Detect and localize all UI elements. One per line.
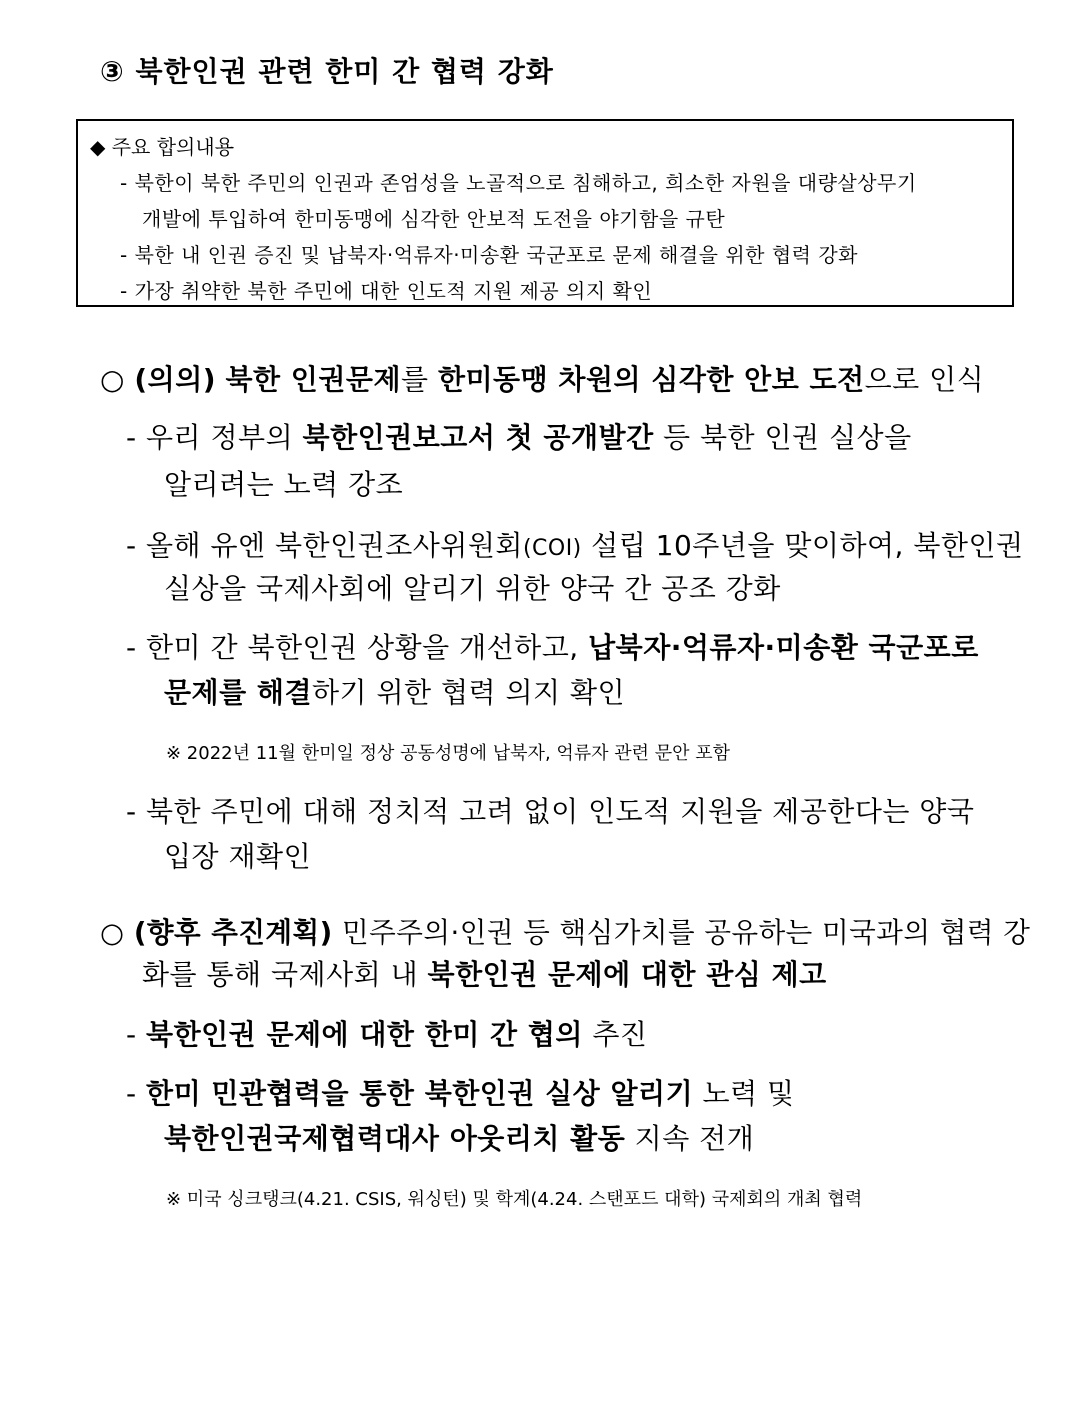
significance-note: ※ 2022년 11월 한미일 정상 공동성명에 납북자, 억류자 관련 문안 포함 [166,743,731,764]
text-segment: 지속 전개 [625,1122,755,1155]
text-segment: - [126,1077,147,1110]
section-title: ③ 북한인권 관련 한미 간 협력 강화 [100,55,554,88]
summary-item-2: - 북한 내 인권 증진 및 납북자·억류자·미송환 국군포로 문제 해결을 위한 협력 강화 [120,243,858,267]
significance-text-4: 으로 인식 [864,363,985,396]
text-segment-bold: 북한인권 문제에 대한 관심 제고 [427,958,827,991]
plan-dash-2-line-2 [164,1117,754,1157]
circle-marker: ○ [100,917,125,949]
text-segment: 노력 및 [693,1077,795,1110]
text-segment: - [126,1018,147,1051]
plan-label: (향후 추진계획) [133,917,333,949]
text-segment: 화를 통해 국제사회 내 [142,958,428,991]
significance-dash-3-line-1 [126,626,979,666]
significance-dash-4-line-1: - 북한 주민에 대해 정치적 고려 없이 인도적 지원을 제공한다는 양국 [126,795,975,828]
text-segment: - 올해 유엔 북한인권조사위원회 [126,529,523,562]
significance-text-1: 북한 인권문제 [225,363,401,396]
significance-text-3: 한미동맹 차원의 심각한 안보 도전 [437,363,865,396]
plan-heading-line-2 [142,953,827,993]
text-segment: 설립 10주년을 맞이하여, 북한인권 [581,529,1024,562]
text-segment-bold: 문제를 해결 [164,676,312,709]
plan-note: ※ 미국 싱크탱크(4.21. CSIS, 워싱턴) 및 학계(4.24. 스탠포드 대학) 국제회의 개최 협력 [166,1189,863,1210]
text-segment: 하기 위한 협력 의지 확인 [312,676,626,709]
significance-dash-1-line-2: 알리려는 노력 강조 [164,468,404,501]
summary-item-3: - 가장 취약한 북한 주민에 대한 인도적 지원 제공 의지 확인 [120,279,653,303]
text-segment-bold: 북한인권보고서 첫 공개발간 [302,421,654,454]
significance-dash-1-line-1 [126,416,912,456]
plan-heading-line-1 [100,910,1030,950]
summary-item-1-line-1: - 북한이 북한 주민의 인권과 존엄성을 노골적으로 침해하고, 희소한 자원을 대량살상무기 [120,171,917,195]
text-segment: 추진 [582,1018,648,1051]
significance-dash-3-line-2 [164,671,625,711]
summary-box [76,119,1014,307]
significance-text-2: 를 [401,363,438,396]
summary-item-1-line-2: 개발에 투입하여 한미동맹에 심각한 안보적 도전을 야기함을 규탄 [142,207,726,231]
text-segment-bold: 북한인권국제협력대사 아웃리치 활동 [164,1122,626,1155]
text-segment-bold: 북한인권 문제에 대한 한미 간 협의 [146,1018,583,1051]
text-segment-bold: 한미 민관협력을 통한 북한인권 실상 알리기 [146,1077,694,1110]
significance-dash-2-line-1 [126,524,1024,564]
significance-heading [100,358,984,398]
circle-marker: ○ [100,363,125,396]
plan-text-1: 민주주의·인권 등 핵심가치를 공유하는 미국과의 협력 강 [332,917,1031,949]
significance-label: (의의) [134,363,217,396]
significance-dash-2-line-2: 실상을 국제사회에 알리기 위한 양국 간 공조 강화 [164,572,781,605]
text-segment: - 한미 간 북한인권 상황을 개선하고, [126,631,589,664]
text-segment-small: (COI) [522,536,582,561]
plan-dash-1 [126,1013,647,1053]
summary-heading: ◆ 주요 합의내용 [90,135,235,159]
text-segment: 등 북한 인권 실상을 [653,421,912,454]
plan-dash-2-line-1 [126,1072,795,1112]
significance-dash-4-line-2: 입장 재확인 [164,840,312,873]
text-segment: - 우리 정부의 [126,421,303,454]
text-segment-bold: 납북자·억류자·미송환 국군포로 [588,631,979,664]
